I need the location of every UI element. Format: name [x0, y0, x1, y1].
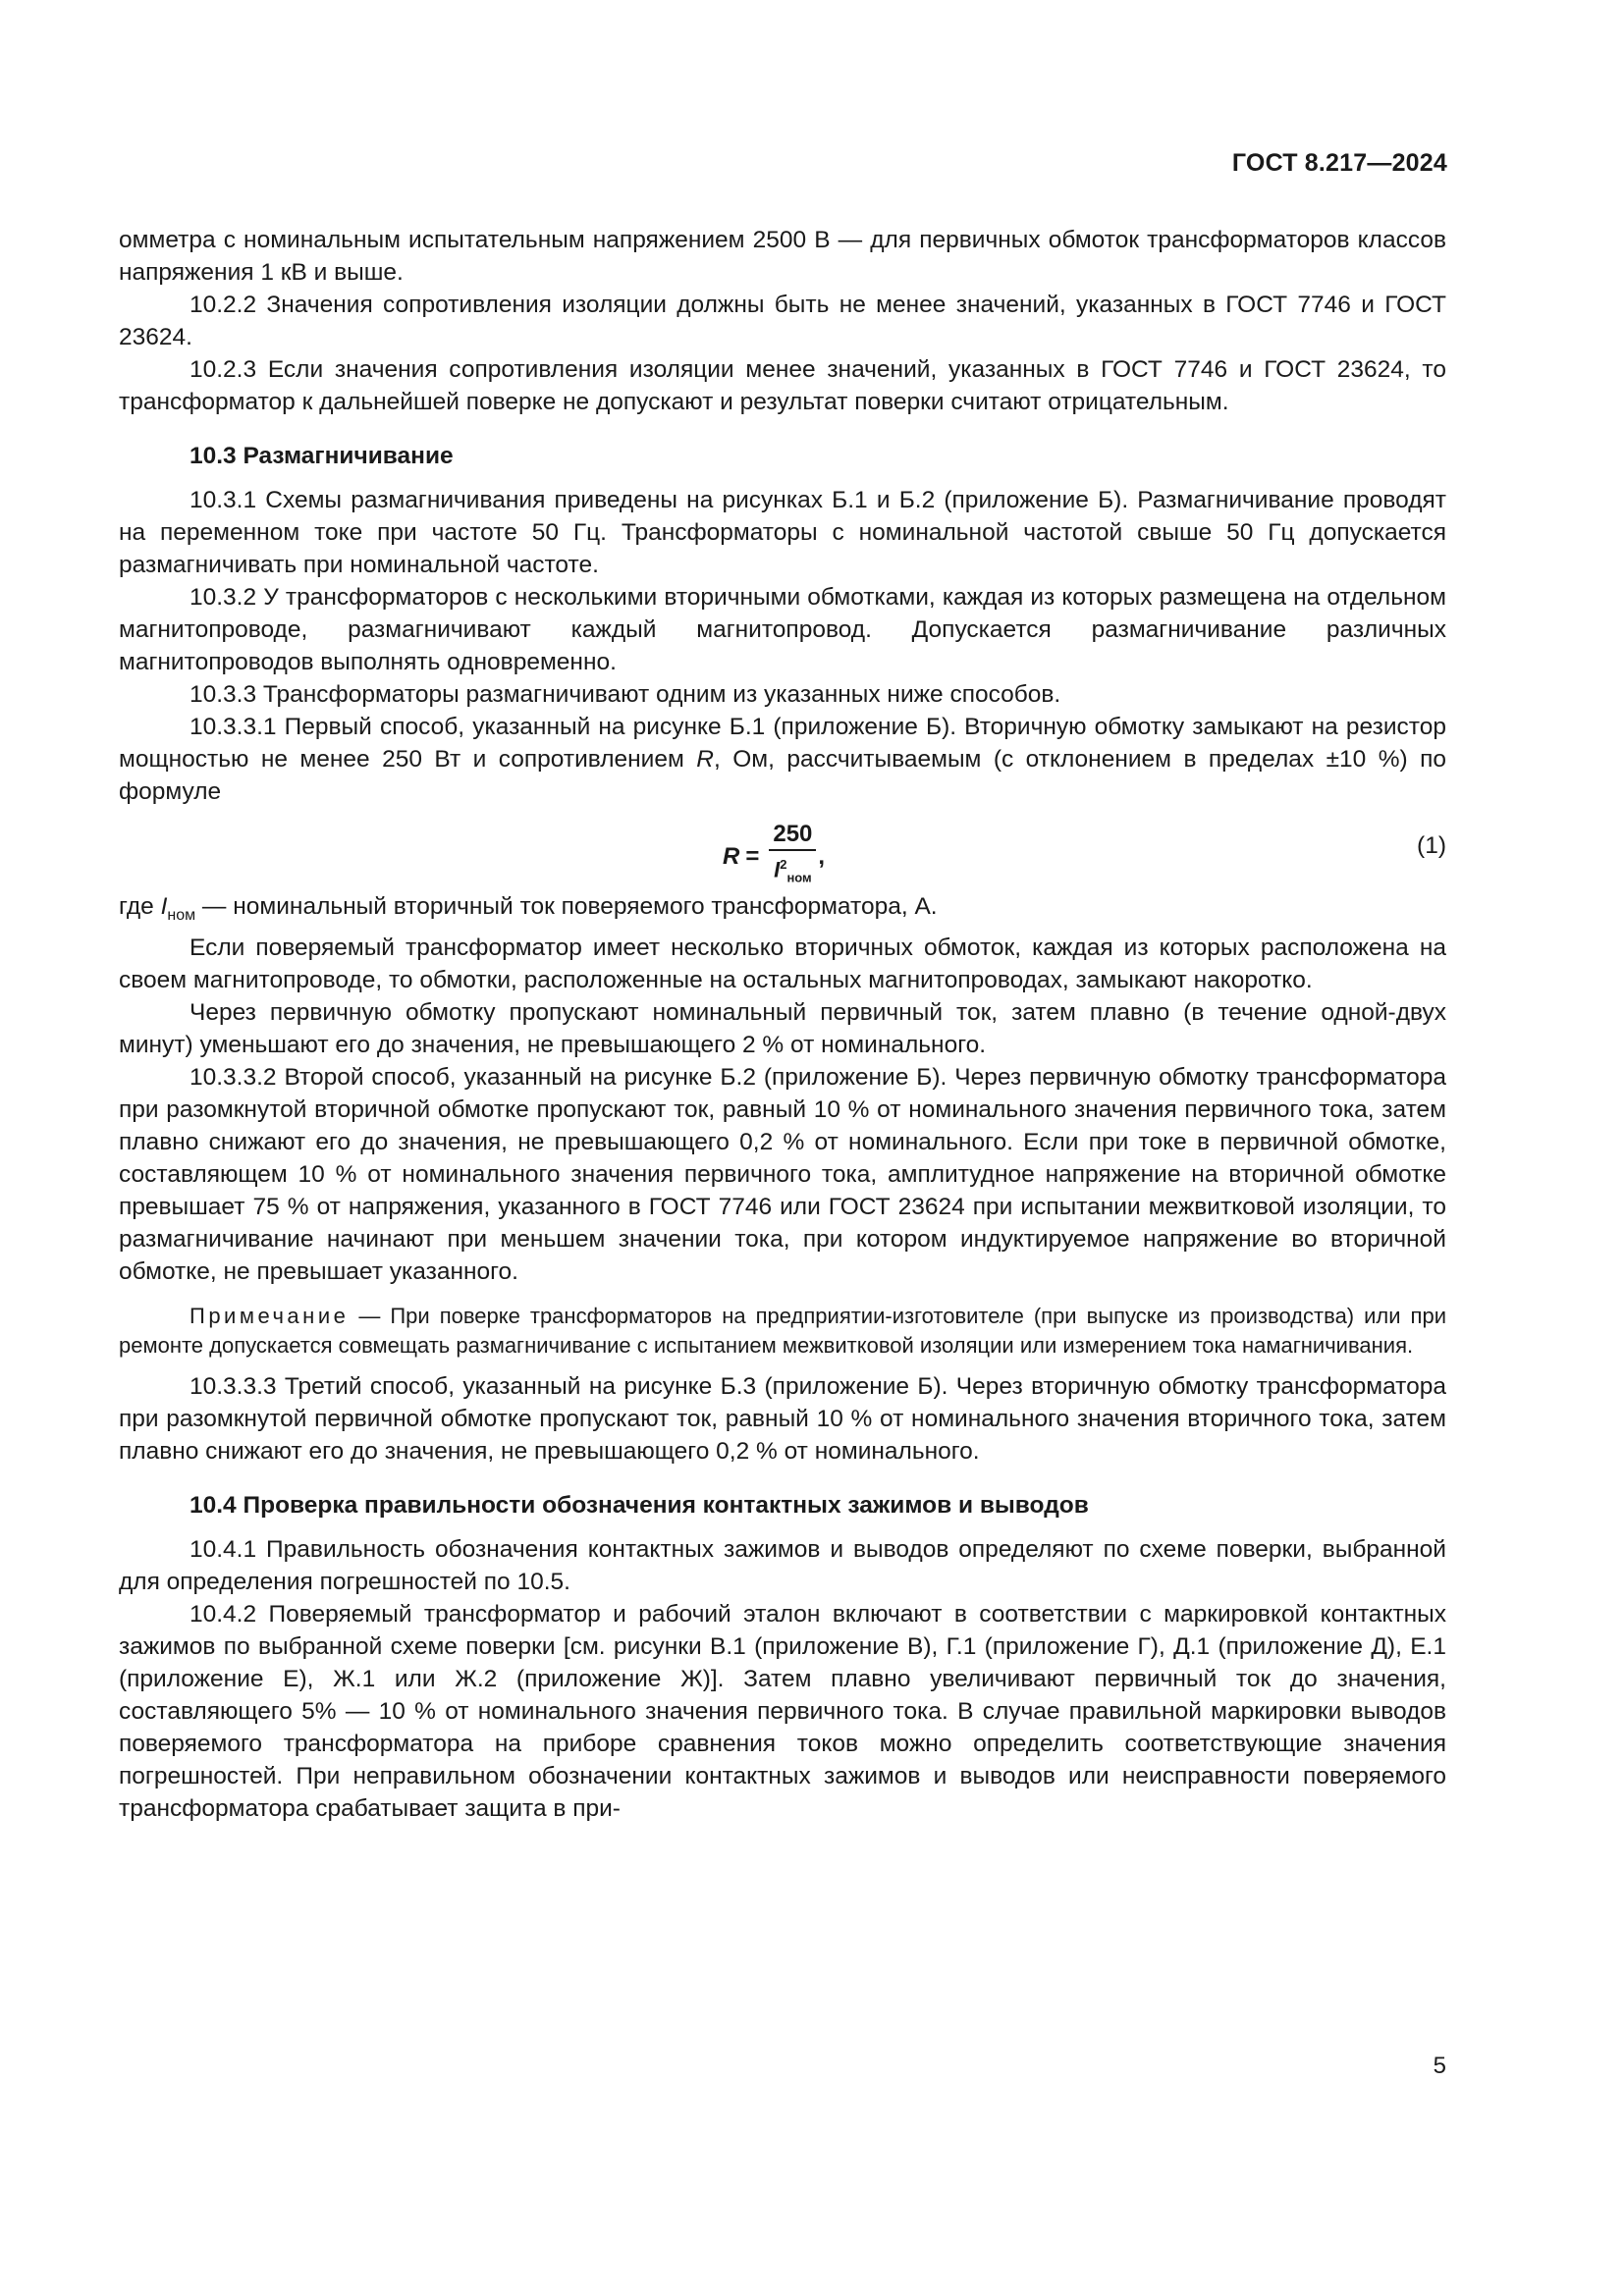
note-text: — При поверке трансформаторов на предприятии-изготовителе (при выпуске из производства) или при ремонте допускается совмещать размагничивание с испытанием межвитковой изоляции или измерением тока намагничивания.: [119, 1303, 1446, 1358]
section-heading-10-4: 10.4 Проверка правильности обозначения контактных зажимов и выводов: [189, 1491, 1089, 1519]
formula-lhs: R: [723, 843, 740, 871]
standard-number-header: ГОСТ 8.217—2024: [1231, 149, 1447, 177]
paragraph-10-3-3: 10.3.3 Трансформаторы размагничивают одним из указанных ниже способов.: [189, 681, 1061, 708]
paragraph-10-4-1: 10.4.1 Правильность обозначения контактных зажимов и выводов определяют по схеме поверки, выбранной для определения погрешностей по 10.5.: [119, 1535, 1446, 1595]
page-number: 5: [1433, 2053, 1446, 2079]
paragraph-10-3-2: 10.3.2 У трансформаторов с несколькими вторичными обмотками, каждая из которых размещена на отдельном магнитопроводе, размагничивают каждый магнитопровод. Допускается размагничивание различных магнитопроводов выполнять одновременно.: [119, 584, 1446, 675]
where-variable: I: [160, 893, 168, 920]
formula-explanation: [119, 890, 1446, 932]
where-text: — номинальный вторичный ток поверяемого трансформатора, А.: [195, 893, 938, 920]
paragraph-several-windings: Если поверяемый трансформатор имеет несколько вторичных обмоток, каждая из которых расположена на своем магнитопроводе, то обмотки, расположенные на остальных магнитопроводах, замыкают накоротко.: [119, 934, 1446, 993]
formula-denominator-var: I: [774, 857, 781, 882]
paragraph-10-3-1: 10.3.1 Схемы размагничивания приведены на рисунках Б.1 и Б.2 (приложение Б). Размагничивание проводят на переменном токе при частоте 50 Гц. Трансформаторы с номинальной частотой свыше 50 Гц допускается размагничивать при номинальной частоте.: [119, 487, 1446, 578]
formula-equals: =: [745, 843, 760, 871]
document-body: [119, 224, 1446, 1825]
paragraph-primary-current: Через первичную обмотку пропускают номинальный первичный ток, затем плавно (в течение одной-двух минут) уменьшают его до значения, не превышающего 2 % от номинального.: [119, 998, 1446, 1058]
paragraph-10-3-3-2: 10.3.3.2 Второй способ, указанный на рисунке Б.2 (приложение Б). Через первичную обмотку трансформатора при разомкнутой вторичной обмотке пропускают ток, равный 10 % от номинального значения первичного тока, затем плавно снижают его до значения, не превышающего 0,2 % от номинального. Если при токе в первичной обмотке, составляющем 10 % от номинального значения первичного тока, амплитудное напряжение на вторичной обмотке превышает 75 % от напряжения, указанного в ГОСТ 7746 или ГОСТ 23624 при испытании межвитковой изоляции, то размагничивание начинают при меньшем значении тока, при котором индуктируемое напряжение во вторичной обмотке, не превышает указанного.: [119, 1063, 1446, 1285]
note-label: Примечание: [189, 1303, 350, 1328]
formula-numerator: 250: [769, 822, 816, 851]
note: [119, 1302, 1446, 1361]
section-heading-10-3: 10.3 Размагничивание: [189, 443, 454, 469]
paragraph-continuation: омметра с номинальным испытательным напряжением 2500 В — для первичных обмоток трансформаторов классов напряжения 1 кВ и выше.: [119, 227, 1446, 286]
formula-denominator-sup: 2: [780, 857, 787, 872]
formula-trailing-comma: ,: [818, 843, 826, 871]
where-prefix: где: [119, 893, 161, 920]
paragraph-10-3-3-3: 10.3.3.3 Третий способ, указанный на рисунке Б.3 (приложение Б). Через вторичную обмотку трансформатора при разомкнутой первичной обмотке пропускают ток, равный 10 % от номинального значения вторичного тока, затем плавно снижают его до значения, не превышающего 0,2 % от номинального.: [119, 1372, 1446, 1465]
formula-1: [723, 822, 825, 892]
paragraph-10-4-2: 10.4.2 Поверяемый трансформатор и рабочий эталон включают в соответствии с маркировкой контактных зажимов по выбранной схеме поверки [см. рисунки В.1 (приложение В), Г.1 (приложение Г), Д.1 (приложение Д), Е.1 (приложение Е), Ж.1 или Ж.2 (приложение Ж)]. Затем плавно увеличивают первичный ток до значения, составляющего 5% — 10 % от номинального значения первичного тока. В случае правильной маркировки выводов поверяемого трансформатора на приборе сравнения токов можно определить соответствующие значения погрешностей. При неправильном обозначении контактных зажимов и выводов или неисправности поверяемого трансформатора срабатывает защита в при-: [119, 1600, 1446, 1822]
resistance-variable: R: [696, 746, 714, 773]
formula-fraction: [769, 822, 816, 892]
where-subscript: ном: [167, 906, 196, 924]
paragraph-10-3-3-1: [119, 711, 1446, 808]
paragraph-10-2-2: 10.2.2 Значения сопротивления изоляции должны быть не менее значений, указанных в ГОСТ 7746 и ГОСТ 23624.: [119, 292, 1446, 350]
formula-denominator: [774, 851, 812, 892]
paragraph-10-3-3-1-part-b: , Ом, рассчитываемым (с отклонением в пределах ±10 %) по формуле: [119, 746, 1446, 805]
formula-denominator-sub: ном: [786, 870, 812, 885]
paragraph-10-3-3-1-part-a: 10.3.3.1 Первый способ, указанный на рисунке Б.1 (приложение Б). Вторичную обмотку замыкают на резистор мощностью не менее 250 Вт и сопротивлением: [119, 714, 1446, 773]
formula-block: [119, 818, 1446, 884]
paragraph-10-2-3: 10.2.3 Если значения сопротивления изоляции менее значений, указанных в ГОСТ 7746 и ГОСТ 23624, то трансформатор к дальнейшей поверке не допускают и результат поверки считают отрицательным.: [119, 356, 1446, 415]
formula-number: (1): [1417, 832, 1446, 859]
